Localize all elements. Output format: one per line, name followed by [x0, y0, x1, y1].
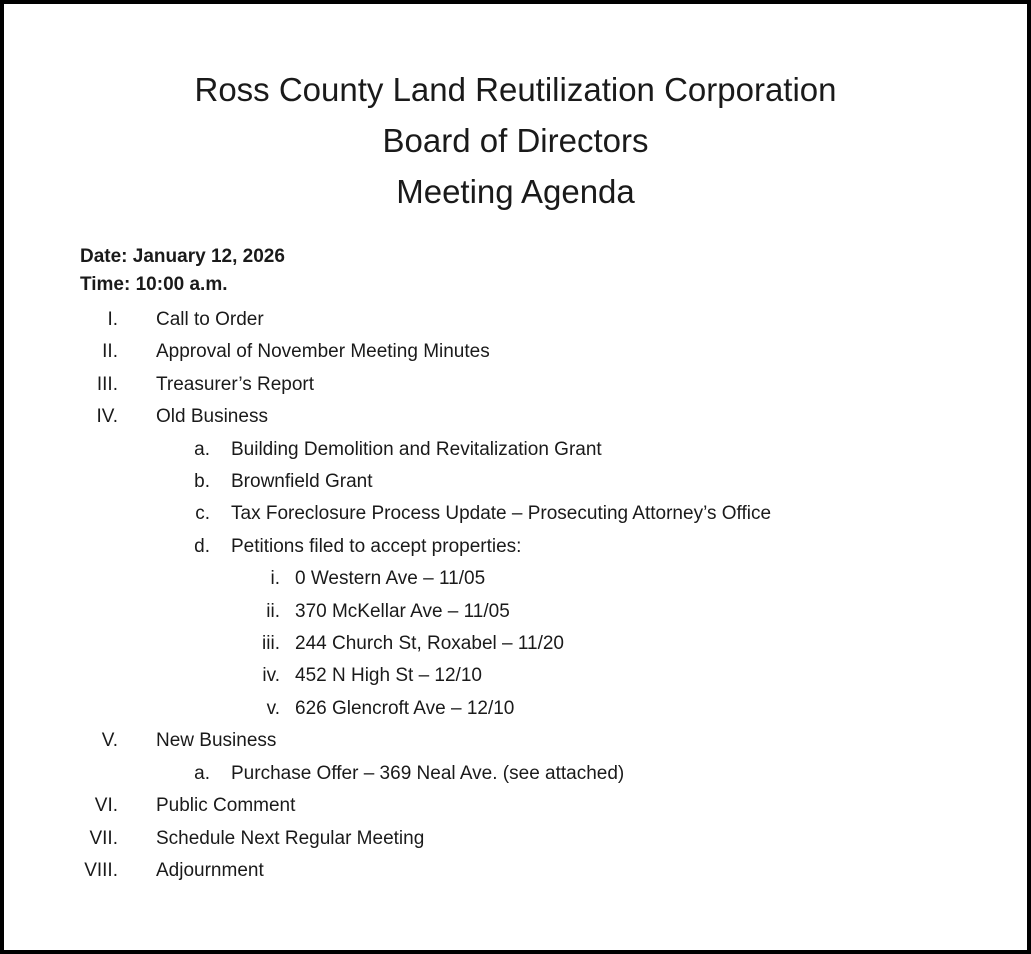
agenda-item-text: Schedule Next Regular Meeting: [156, 827, 425, 849]
agenda-item-text: Public Comment: [156, 795, 296, 817]
agenda-item-number: IV.: [96, 406, 118, 428]
agenda-item: [4, 369, 1027, 401]
meeting-date: Date: January 12, 2026: [80, 246, 285, 267]
agenda-item: [4, 725, 1027, 757]
agenda-item-text: Building Demolition and Revitalization Grant: [231, 438, 602, 460]
agenda-item-number: i.: [270, 568, 280, 590]
agenda-item-text: Call to Order: [156, 309, 264, 330]
agenda-item-text: Tax Foreclosure Process Update – Prosecuting Attorney’s Office: [231, 503, 772, 525]
agenda-item-number: III.: [96, 373, 118, 395]
agenda-item: [4, 693, 1027, 725]
agenda-item-number: d.: [194, 535, 210, 557]
agenda-item-text: 244 Church St, Roxabel – 11/20: [295, 633, 564, 655]
agenda-item: [4, 498, 1027, 530]
agenda-item-number: b.: [194, 471, 210, 493]
agenda-item: [4, 401, 1027, 433]
title-line-org: Ross County Land Reutilization Corporation: [194, 71, 837, 108]
agenda-item: [4, 563, 1027, 595]
agenda-item-text: New Business: [156, 730, 277, 752]
agenda-item-text: Approval of November Meeting Minutes: [156, 341, 490, 363]
agenda-item-text: 370 McKellar Ave – 11/05: [295, 600, 510, 622]
agenda-item: [4, 758, 1027, 790]
agenda-item-text: 626 Glencroft Ave – 12/10: [295, 697, 515, 719]
agenda-item-text: Brownfield Grant: [231, 471, 373, 493]
agenda-item-number: VI.: [94, 795, 118, 817]
agenda-item-text: Purchase Offer – 369 Neal Ave. (see attached): [231, 762, 625, 784]
agenda-item-number: VII.: [89, 827, 118, 849]
meeting-time: Time: 10:00 a.m.: [80, 274, 228, 295]
agenda-item: [4, 855, 1027, 887]
agenda-item-number: II.: [102, 341, 118, 363]
agenda-item-text: Treasurer’s Report: [156, 373, 315, 395]
agenda-item-number: v.: [266, 697, 280, 719]
agenda-item-text: Old Business: [156, 406, 268, 428]
agenda-item-number: I.: [107, 309, 118, 330]
agenda-list: [4, 304, 1027, 887]
agenda-item-number: iv.: [262, 665, 280, 687]
title-line-agenda: Meeting Agenda: [396, 173, 635, 210]
agenda-item-text: 452 N High St – 12/10: [295, 665, 482, 687]
meeting-meta: [80, 243, 1027, 299]
agenda-item: [4, 660, 1027, 692]
agenda-item: [4, 304, 1027, 336]
agenda-item: [4, 336, 1027, 368]
agenda-item: [4, 596, 1027, 628]
document-title: [4, 4, 1027, 217]
agenda-item: [4, 628, 1027, 660]
agenda-item: [4, 434, 1027, 466]
agenda-item-text: Petitions filed to accept properties:: [231, 535, 522, 557]
agenda-item-number: V.: [101, 730, 118, 752]
agenda-item-text: 0 Western Ave – 11/05: [295, 568, 486, 590]
agenda-item: [4, 531, 1027, 563]
agenda-item: [4, 466, 1027, 498]
agenda-item-number: a.: [194, 438, 210, 460]
agenda-item-number: VIII.: [84, 859, 118, 881]
agenda-item: [4, 823, 1027, 855]
agenda-item-text: Adjournment: [156, 859, 264, 881]
agenda-item-number: a.: [194, 762, 210, 784]
agenda-item-number: iii.: [262, 633, 280, 655]
title-line-board: Board of Directors: [382, 122, 649, 159]
agenda-item-number: c.: [195, 503, 210, 525]
agenda-item-number: ii.: [266, 600, 280, 622]
agenda-item: [4, 790, 1027, 822]
